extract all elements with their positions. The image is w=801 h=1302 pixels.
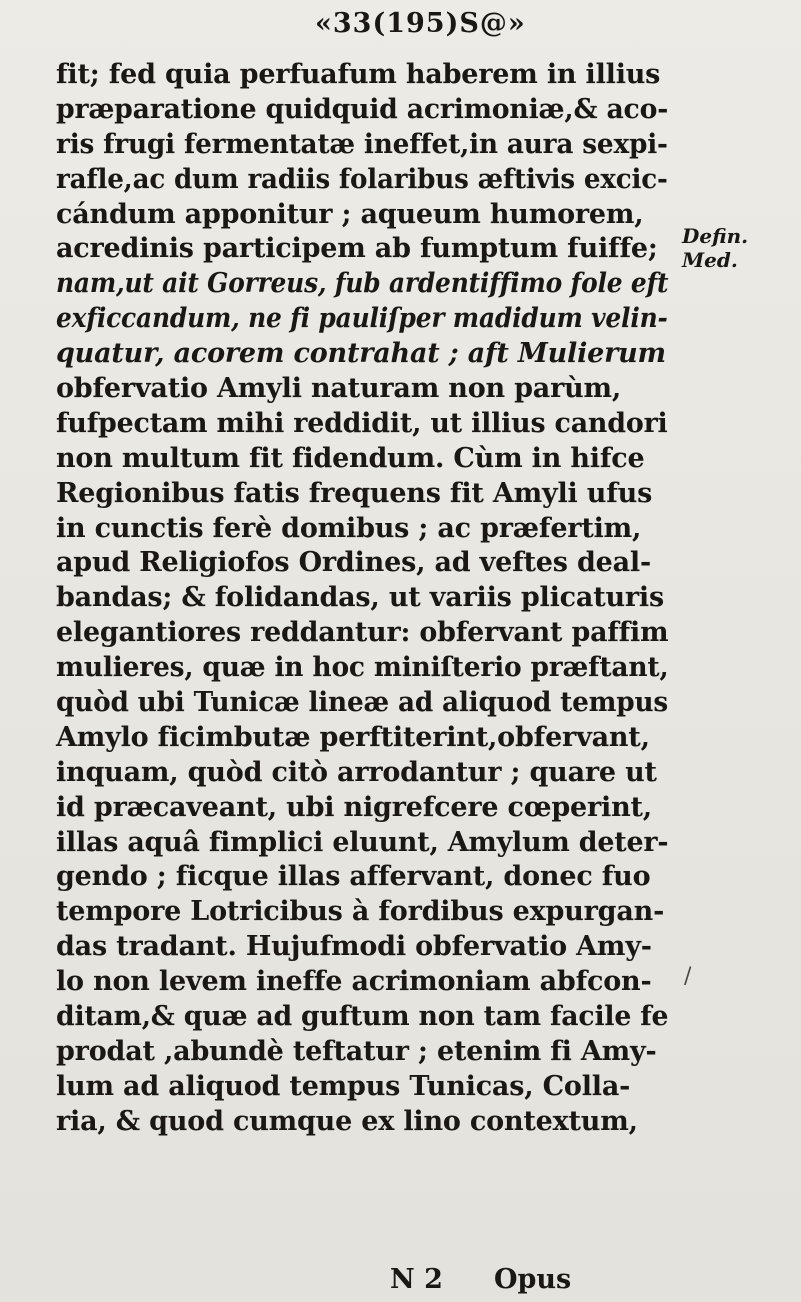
page-header: «33(195)S@» bbox=[315, 8, 526, 39]
text-line: in cunctis ferè domibus ; ac præfertim, bbox=[56, 512, 642, 544]
text-line: quatur, acorem contrahat ; aft Mulierum bbox=[56, 338, 666, 370]
text-line: Amylo ficimbutæ perftiterint,obfervant, bbox=[56, 721, 650, 753]
text-line: prodat ,abundè teftatur ; etenim fi Amy- bbox=[56, 1035, 657, 1067]
text-line: fufpectam mihi reddidit, ut illius candori bbox=[56, 407, 668, 439]
text-line: rafle,ac dum radiis folaribus æftivis excic- bbox=[56, 163, 668, 195]
margin-note-line-1: Defin. bbox=[682, 224, 749, 248]
text-line: lum ad aliquod tempus Tunicas, Colla- bbox=[56, 1070, 631, 1102]
text-line: inquam, quòd citò arrodantur ; quare ut bbox=[56, 756, 657, 788]
text-line: acredinis participem ab fumptum fuiffe; bbox=[56, 233, 658, 265]
text-line: non multum fit fidendum. Cùm in hifce bbox=[56, 442, 645, 474]
text-line: elegantiores reddantur: obfervant paffim bbox=[56, 617, 669, 649]
text-line: illas aquâ fimplici eluunt, Amylum deter- bbox=[56, 826, 669, 858]
text-line: quòd ubi Tunicæ lineæ ad aliquod tempus bbox=[56, 687, 669, 719]
text-line: exficcandum, ne fi pauliſper madidum velin- bbox=[56, 303, 668, 335]
text-line: tempore Lotricibus à fordibus expurgan- bbox=[56, 896, 665, 928]
text-line: bandas; & folidandas, ut variis plicaturis bbox=[56, 582, 664, 614]
text-line: mulieres, quæ in hoc miniſterio præftant, bbox=[56, 652, 669, 684]
text-line: ria, & quod cumque ex lino contextum, bbox=[56, 1105, 638, 1137]
text-line: obfervatio Amyli naturam non parùm, bbox=[56, 373, 622, 405]
margin-note bbox=[682, 224, 748, 272]
text-line: id præcaveant, ubi nigrefcere cœperint, bbox=[56, 791, 652, 823]
catchword: Opus bbox=[494, 1264, 572, 1295]
signature-mark: N 2 bbox=[390, 1264, 443, 1295]
text-line: Regionibus fatis frequens fit Amyli ufus bbox=[56, 477, 653, 509]
margin-note-line-2: Med. bbox=[682, 248, 738, 272]
margin-mark: / bbox=[684, 964, 692, 989]
page-footer bbox=[0, 1264, 801, 1298]
text-line: ris frugi fermentatæ ineffet,in aura sexpi- bbox=[56, 128, 668, 160]
text-line: cándum apponitur ; aqueum humorem, bbox=[56, 198, 644, 230]
body-text bbox=[56, 58, 669, 1140]
text-line: præparatione quidquid acrimoniæ,& aco- bbox=[56, 93, 669, 125]
text-line: gendo ; ficque illas affervant, donec fuo bbox=[56, 861, 651, 893]
text-line: nam,ut ait Gorreus, fub ardentiffimo fole eft bbox=[56, 268, 669, 300]
text-line: lo non levem ineffe acrimoniam abfcon- bbox=[56, 966, 652, 998]
text-line: fit; fed quia perfuafum haberem in illius bbox=[56, 59, 661, 90]
text-line: ditam,& quæ ad guftum non tam facile fe bbox=[56, 1001, 669, 1033]
text-line: das tradant. Hujufmodi obfervatio Amy- bbox=[56, 931, 652, 963]
text-line: apud Religiofos Ordines, ad veftes deal- bbox=[56, 547, 651, 579]
